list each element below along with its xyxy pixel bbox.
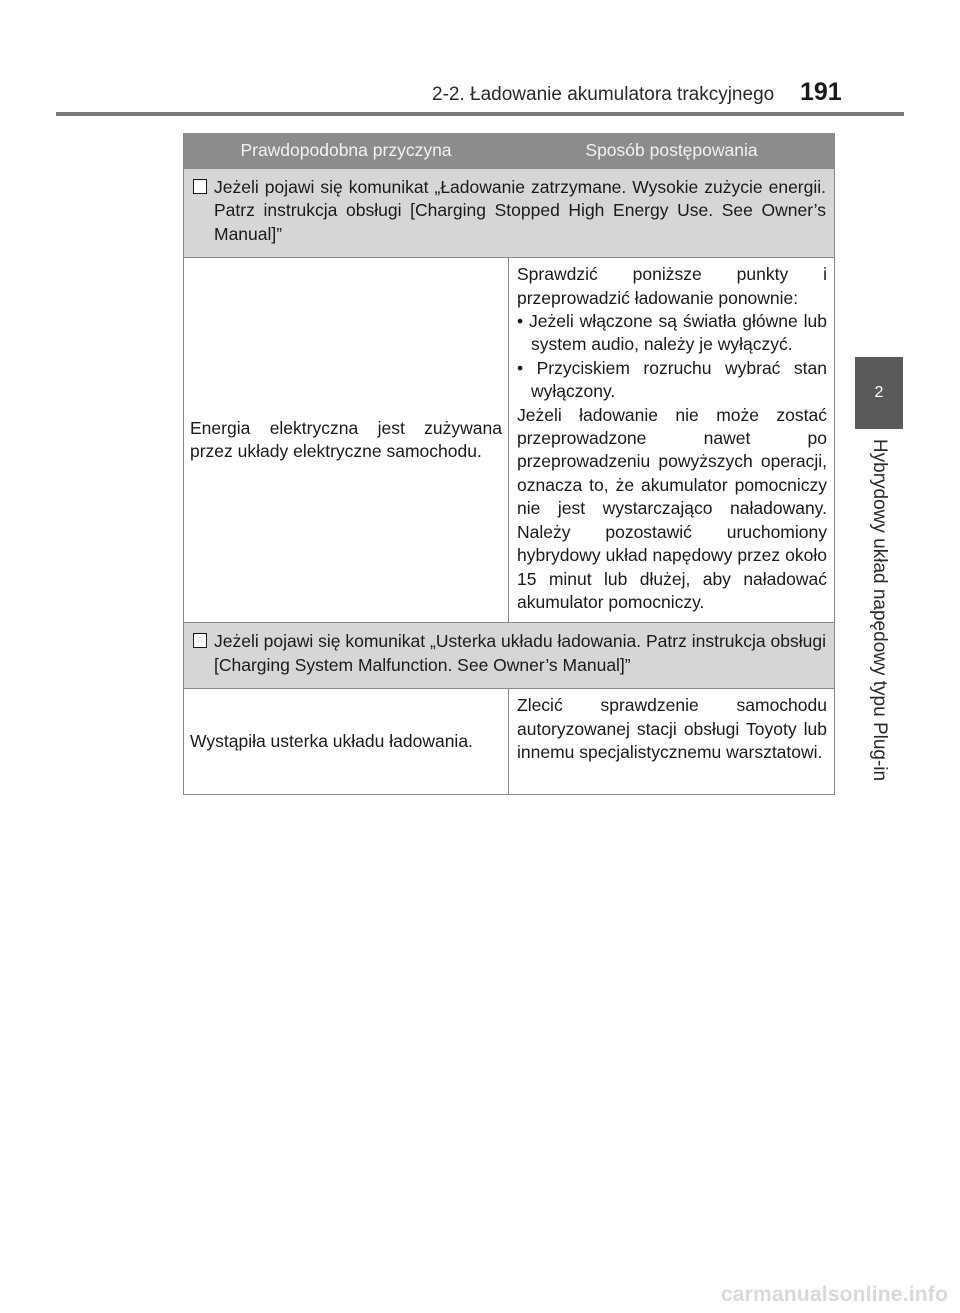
condition-text: Jeżeli pojawi się komunikat „Ładowanie zatrzymane. Wysokie zużycie energii. Patrz instrukcja obsługi [Charging Stopped High Energy Use. See Owner’s Manual]” [214,177,826,244]
page-number: 191 [800,78,842,106]
watermark-text: carmanualsonline.info [720,1283,948,1306]
action-cell [509,258,835,623]
section-title: 2-2. Ładowanie akumulatora trakcyjnego [432,84,775,105]
table-row [184,689,835,795]
condition-cell [184,169,835,258]
condition-cell [184,623,835,689]
action-cell [509,689,835,795]
checkbox-icon [193,633,207,648]
cause-cell: Wystąpiła usterka układu ładowania. [184,689,509,795]
action-outro: Jeżeli ładowanie nie może zostać przeprowadzone nawet po przeprowadzeniu powyższych operacji, oznacza to, że akumulator pomocniczy nie jest wystarczająco naładowany. Należy pozostawić uruchomiony hybrydowy układ napędowy przez około 15 minut lub dłużej, aby naładować akumulator pomocniczy. [517,404,827,612]
troubleshooting-table [183,133,835,795]
column-header-cause: Prawdopodobna przyczyna [184,134,509,169]
table-row [184,258,835,623]
cause-cell: Energia elektryczna jest zużywana przez układy elektryczne samochodu. [184,258,509,623]
condition-row [184,169,835,258]
action-bullet: • Przyciskiem rozruchu wybrać stan wyłączony. [517,357,827,402]
chapter-title: Hybrydowy układ napędowy typu Plug-in [869,438,890,782]
action-intro: Zlecić sprawdzenie samochodu autoryzowanej stacji obsługi Toyoty lub innemu specjalistycznemu warsztatowi. [517,695,827,762]
chapter-tab: 2 [855,357,903,429]
checkbox-icon [193,179,207,194]
table-header-row [184,134,835,169]
header-divider [56,112,904,116]
condition-text: Jeżeli pojawi się komunikat „Usterka układu ładowania. Patrz instrukcja obsługi [Charging System Malfunction. See Owner’s Manual]” [214,631,826,675]
action-intro: Sprawdzić poniższe punkty i przeprowadzić ładowanie ponownie: [517,264,827,308]
column-header-action: Sposób postępowania [509,134,835,169]
action-bullet: • Jeżeli włączone są światła główne lub system audio, należy je wyłączyć. [517,311,827,355]
condition-row [184,623,835,689]
